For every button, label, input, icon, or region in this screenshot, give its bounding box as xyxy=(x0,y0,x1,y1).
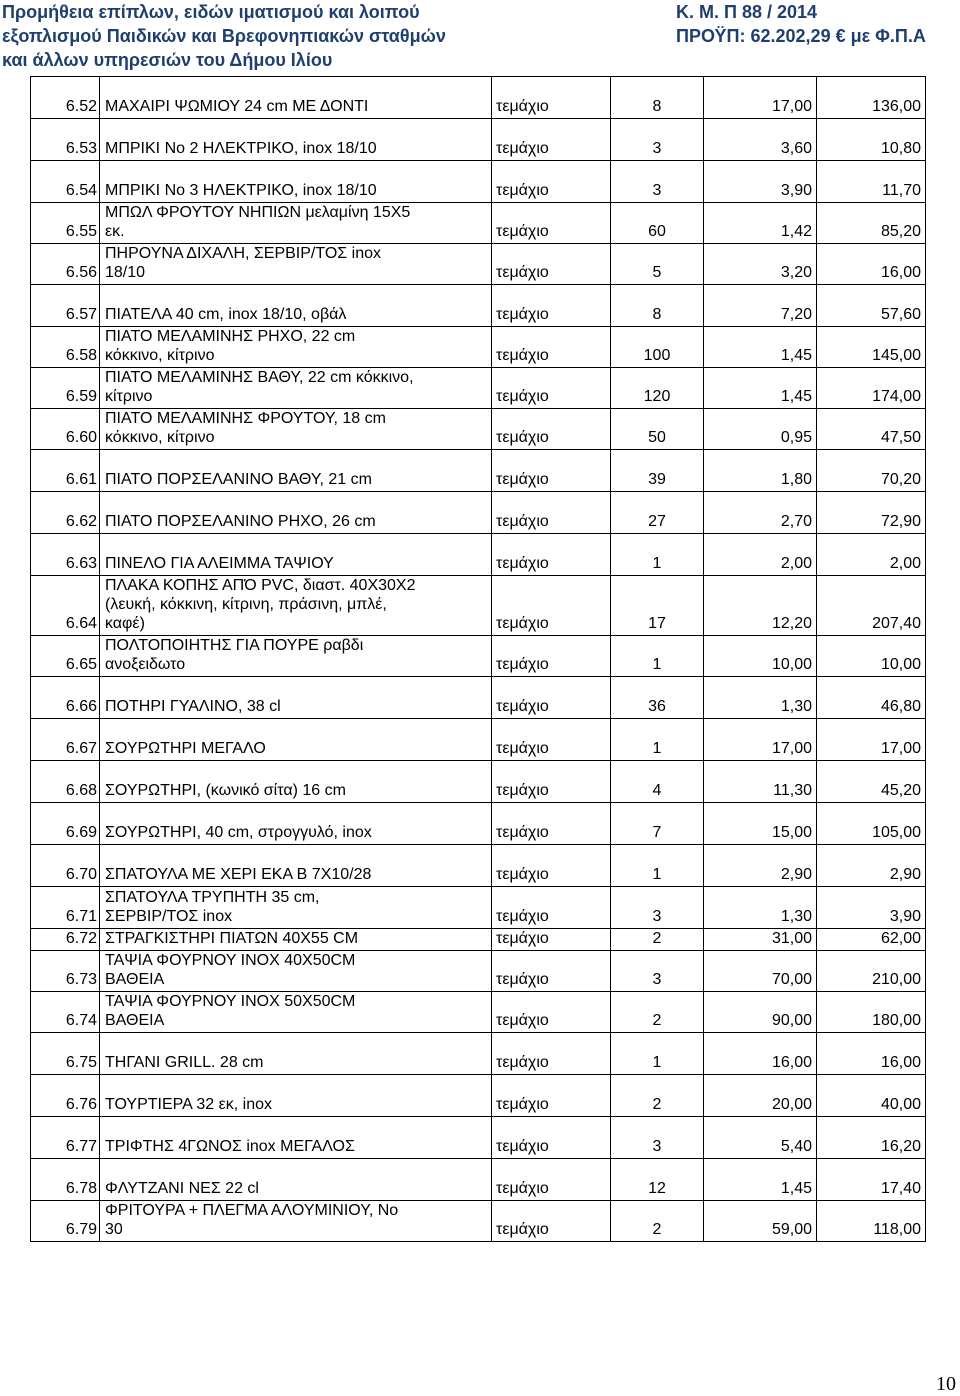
item-unit: τεμάχιο xyxy=(492,327,611,368)
header-title-line-2: εξοπλισμού Παιδικών και Βρεφονηπιακών σταθμών xyxy=(2,26,446,46)
table-row xyxy=(31,203,926,244)
item-quantity: 1 xyxy=(611,845,704,887)
item-quantity: 100 xyxy=(611,327,704,368)
item-quantity: 8 xyxy=(611,77,704,119)
item-description xyxy=(100,992,492,1033)
item-total: 40,00 xyxy=(817,1075,926,1117)
item-unit: τεμάχιο xyxy=(492,368,611,409)
item-unit-price: 1,30 xyxy=(704,887,817,929)
item-description-line: κόκκινο, κίτρινο xyxy=(105,429,215,446)
table-row xyxy=(31,845,926,887)
table-row xyxy=(31,1075,926,1117)
item-description-line: ΠΙΑΤΟ ΜΕΛΑΜΙΝΗΣ ΦΡΟΥΤΟΥ, 18 cm xyxy=(105,410,386,427)
item-total: 105,00 xyxy=(817,803,926,845)
item-description-line: ΜΠΡΙΚΙ No 2 ΗΛΕΚΤΡΙΚΟ, inox 18/10 xyxy=(105,140,377,157)
item-description xyxy=(100,327,492,368)
item-description-line: ΠΙΑΤΟ ΜΕΛΑΜΙΝΗΣ ΒΑΘΥ, 22 cm κόκκινο, xyxy=(105,369,414,386)
table-row xyxy=(31,719,926,761)
item-description xyxy=(100,677,492,719)
item-quantity: 1 xyxy=(611,636,704,677)
item-unit-price: 17,00 xyxy=(704,719,817,761)
items-table-wrapper xyxy=(30,76,926,1242)
item-description xyxy=(100,929,492,951)
item-description xyxy=(100,450,492,492)
item-total: 118,00 xyxy=(817,1201,926,1242)
item-unit: τεμάχιο xyxy=(492,1033,611,1075)
item-number: 6.67 xyxy=(31,719,100,761)
item-quantity: 2 xyxy=(611,1201,704,1242)
item-quantity: 1 xyxy=(611,1033,704,1075)
item-number: 6.59 xyxy=(31,368,100,409)
item-description-line: ΣΤΡΑΓΚΙΣΤΗΡΙ ΠΙΑΤΩΝ 40Χ55 CM xyxy=(105,930,359,947)
item-unit: τεμάχιο xyxy=(492,450,611,492)
item-quantity: 50 xyxy=(611,409,704,450)
item-description-line: εκ. xyxy=(105,223,125,240)
item-total: 2,00 xyxy=(817,534,926,576)
item-total: 17,00 xyxy=(817,719,926,761)
item-total: 2,90 xyxy=(817,845,926,887)
item-description-line: ΤΑΨΙΑ ΦΟΥΡΝΟΥ ΙΝΟΧ 50Χ50CM xyxy=(105,993,356,1010)
page-header xyxy=(0,0,960,76)
item-description-line: ΤΑΨΙΑ ΦΟΥΡΝΟΥ ΙΝΟΧ 40Χ50CM xyxy=(105,952,356,969)
item-total: 57,60 xyxy=(817,285,926,327)
item-unit: τεμάχιο xyxy=(492,285,611,327)
item-description-line: 18/10 xyxy=(105,264,146,281)
item-unit: τεμάχιο xyxy=(492,1117,611,1159)
item-quantity: 4 xyxy=(611,761,704,803)
item-unit-price: 2,00 xyxy=(704,534,817,576)
item-description xyxy=(100,845,492,887)
item-number: 6.68 xyxy=(31,761,100,803)
item-number: 6.54 xyxy=(31,161,100,203)
table-row xyxy=(31,534,926,576)
item-unit: τεμάχιο xyxy=(492,1075,611,1117)
table-row xyxy=(31,327,926,368)
item-number: 6.66 xyxy=(31,677,100,719)
item-description-line: ΒΑΘΕΙΑ xyxy=(105,1012,165,1029)
item-unit-price: 31,00 xyxy=(704,929,817,951)
item-description-line: ΜΠΡΙΚΙ No 3 ΗΛΕΚΤΡΙΚΟ, inox 18/10 xyxy=(105,182,377,199)
item-unit: τεμάχιο xyxy=(492,203,611,244)
item-unit: τεμάχιο xyxy=(492,992,611,1033)
item-total: 210,00 xyxy=(817,951,926,992)
item-description-line: καφέ) xyxy=(105,615,145,632)
item-number: 6.53 xyxy=(31,119,100,161)
item-total: 70,20 xyxy=(817,450,926,492)
item-quantity: 1 xyxy=(611,719,704,761)
item-unit: τεμάχιο xyxy=(492,887,611,929)
item-unit-price: 0,95 xyxy=(704,409,817,450)
item-description xyxy=(100,1201,492,1242)
items-table-body xyxy=(31,77,926,1242)
item-description xyxy=(100,534,492,576)
item-description-line: ΠΙΑΤΟ ΠΟΡΣΕΛΑΝΙΝΟ ΒΑΘΥ, 21 cm xyxy=(105,471,372,488)
item-unit-price: 1,45 xyxy=(704,368,817,409)
item-number: 6.77 xyxy=(31,1117,100,1159)
header-reference-code: Κ. Μ. Π 88 / 2014 xyxy=(676,2,818,22)
item-description xyxy=(100,636,492,677)
item-description xyxy=(100,244,492,285)
item-quantity: 36 xyxy=(611,677,704,719)
item-description-line: ΤΡΙΦΤΗΣ 4ΓΩΝΟΣ inox ΜΕΓΑΛΟΣ xyxy=(105,1138,355,1155)
item-description xyxy=(100,1159,492,1201)
item-unit-price: 1,80 xyxy=(704,450,817,492)
table-row xyxy=(31,761,926,803)
table-row xyxy=(31,368,926,409)
item-number: 6.52 xyxy=(31,77,100,119)
item-total: 46,80 xyxy=(817,677,926,719)
item-total: 136,00 xyxy=(817,77,926,119)
item-quantity: 2 xyxy=(611,1075,704,1117)
item-description-line: ΜΠΩΛ ΦΡΟΥΤΟΥ ΝΗΠΙΩΝ μελαμίνη 15Χ5 xyxy=(105,204,411,221)
item-quantity: 3 xyxy=(611,887,704,929)
item-description-line: ΦΛΥΤΖΑΝΙ ΝΕΣ 22 cl xyxy=(105,1180,259,1197)
item-description xyxy=(100,576,492,636)
item-description-line: κόκκινο, κίτρινο xyxy=(105,347,215,364)
item-number: 6.62 xyxy=(31,492,100,534)
item-number: 6.64 xyxy=(31,576,100,636)
item-description xyxy=(100,161,492,203)
item-total: 62,00 xyxy=(817,929,926,951)
item-unit-price: 16,00 xyxy=(704,1033,817,1075)
item-description-line: ΣΟΥΡΩΤΗΡΙ, 40 cm, στρογγυλό, inox xyxy=(105,824,372,841)
table-row xyxy=(31,677,926,719)
item-number: 6.55 xyxy=(31,203,100,244)
table-row xyxy=(31,161,926,203)
item-unit: τεμάχιο xyxy=(492,929,611,951)
item-number: 6.61 xyxy=(31,450,100,492)
item-description-line: ΠΙΑΤΟ ΠΟΡΣΕΛΑΝΙΝΟ ΡΗΧΟ, 26 cm xyxy=(105,513,376,530)
item-total: 10,00 xyxy=(817,636,926,677)
item-quantity: 60 xyxy=(611,203,704,244)
item-unit: τεμάχιο xyxy=(492,77,611,119)
item-number: 6.57 xyxy=(31,285,100,327)
item-description xyxy=(100,1117,492,1159)
item-unit-price: 1,30 xyxy=(704,677,817,719)
table-row xyxy=(31,492,926,534)
item-description-line: ΤΗΓΑΝΙ GRILL. 28 cm xyxy=(105,1054,264,1071)
item-total: 207,40 xyxy=(817,576,926,636)
item-description xyxy=(100,951,492,992)
item-quantity: 3 xyxy=(611,1117,704,1159)
item-total: 85,20 xyxy=(817,203,926,244)
header-title-line-3: και άλλων υπηρεσιών του Δήμου Ιλίου xyxy=(2,50,333,70)
item-quantity: 5 xyxy=(611,244,704,285)
item-unit-price: 12,20 xyxy=(704,576,817,636)
item-number: 6.74 xyxy=(31,992,100,1033)
item-unit: τεμάχιο xyxy=(492,492,611,534)
item-unit: τεμάχιο xyxy=(492,636,611,677)
item-number: 6.79 xyxy=(31,1201,100,1242)
item-description xyxy=(100,409,492,450)
item-quantity: 2 xyxy=(611,992,704,1033)
item-unit-price: 3,20 xyxy=(704,244,817,285)
item-description-line: ΠΟΛΤΟΠΟΙΗΤΗΣ ΓΙΑ ΠΟΥΡΕ ραβδι xyxy=(105,637,364,654)
table-row xyxy=(31,244,926,285)
item-total: 16,00 xyxy=(817,1033,926,1075)
table-row xyxy=(31,576,926,636)
item-number: 6.60 xyxy=(31,409,100,450)
table-row xyxy=(31,636,926,677)
item-unit: τεμάχιο xyxy=(492,1201,611,1242)
item-unit: τεμάχιο xyxy=(492,244,611,285)
table-row xyxy=(31,803,926,845)
item-unit-price: 20,00 xyxy=(704,1075,817,1117)
item-description xyxy=(100,285,492,327)
item-unit-price: 15,00 xyxy=(704,803,817,845)
item-number: 6.75 xyxy=(31,1033,100,1075)
item-unit: τεμάχιο xyxy=(492,719,611,761)
item-unit-price: 1,45 xyxy=(704,327,817,368)
table-row xyxy=(31,1033,926,1075)
item-unit-price: 59,00 xyxy=(704,1201,817,1242)
item-unit-price: 10,00 xyxy=(704,636,817,677)
item-number: 6.65 xyxy=(31,636,100,677)
item-description-line: ΣΠΑΤΟΥΛΑ ΤΡΥΠΗΤΗ 35 cm, xyxy=(105,889,320,906)
item-unit-price: 2,70 xyxy=(704,492,817,534)
item-total: 16,00 xyxy=(817,244,926,285)
item-description-line: (λευκή, κόκκινη, κίτρινη, πράσινη, μπλέ, xyxy=(105,596,387,613)
item-unit-price: 1,45 xyxy=(704,1159,817,1201)
item-total: 174,00 xyxy=(817,368,926,409)
item-unit-price: 17,00 xyxy=(704,77,817,119)
item-description-line: 30 xyxy=(105,1221,123,1238)
item-description-line: ΠΟΤΗΡΙ ΓΥΑΛΙΝΟ, 38 cl xyxy=(105,698,281,715)
item-description-line: ΠΙΑΤΟ ΜΕΛΑΜΙΝΗΣ ΡΗΧΟ, 22 cm xyxy=(105,328,356,345)
item-number: 6.56 xyxy=(31,244,100,285)
item-description xyxy=(100,761,492,803)
item-description xyxy=(100,77,492,119)
header-title-line-1: Προμήθεια επίπλων, ειδών ιματισμού και λοιπού xyxy=(2,2,420,22)
item-description-line: ΤΟΥΡΤΙΕΡΑ 32 εκ, inox xyxy=(105,1096,272,1113)
item-quantity: 3 xyxy=(611,119,704,161)
item-unit: τεμάχιο xyxy=(492,1159,611,1201)
item-number: 6.76 xyxy=(31,1075,100,1117)
item-number: 6.73 xyxy=(31,951,100,992)
item-description-line: ΠΙΝΕΛΟ ΓΙΑ ΑΛΕΙΜΜΑ ΤΑΨΙΟΥ xyxy=(105,555,334,572)
item-description xyxy=(100,1033,492,1075)
item-description-line: ΣΟΥΡΩΤΗΡΙ ΜΕΓΑΛΟ xyxy=(105,740,266,757)
item-description-line: ΠΗΡΟΥΝΑ ΔΙΧΑΛΗ, ΣΕΡΒΙΡ/ΤΟΣ inox xyxy=(105,245,381,262)
item-description xyxy=(100,368,492,409)
item-unit: τεμάχιο xyxy=(492,534,611,576)
item-total: 145,00 xyxy=(817,327,926,368)
item-description xyxy=(100,803,492,845)
item-total: 17,40 xyxy=(817,1159,926,1201)
item-unit-price: 3,90 xyxy=(704,161,817,203)
item-description-line: ΠΙΑΤΕΛΑ 40 cm, inox 18/10, οβάλ xyxy=(105,306,347,323)
item-unit: τεμάχιο xyxy=(492,161,611,203)
item-description xyxy=(100,1075,492,1117)
table-row xyxy=(31,951,926,992)
table-row xyxy=(31,1117,926,1159)
table-row xyxy=(31,77,926,119)
item-unit-price: 3,60 xyxy=(704,119,817,161)
items-table xyxy=(30,76,926,1242)
item-unit: τεμάχιο xyxy=(492,119,611,161)
table-row xyxy=(31,409,926,450)
item-quantity: 120 xyxy=(611,368,704,409)
item-description-line: ΣΕΡΒΙΡ/ΤΟΣ inox xyxy=(105,908,233,925)
item-quantity: 2 xyxy=(611,929,704,951)
item-quantity: 27 xyxy=(611,492,704,534)
item-quantity: 3 xyxy=(611,951,704,992)
item-description xyxy=(100,119,492,161)
item-unit: τεμάχιο xyxy=(492,803,611,845)
item-unit: τεμάχιο xyxy=(492,951,611,992)
item-quantity: 8 xyxy=(611,285,704,327)
item-total: 16,20 xyxy=(817,1117,926,1159)
item-total: 72,90 xyxy=(817,492,926,534)
item-unit: τεμάχιο xyxy=(492,677,611,719)
page-number: 10 xyxy=(936,1373,956,1395)
item-unit-price: 5,40 xyxy=(704,1117,817,1159)
item-description-line: ΦΡΙΤΟΥΡΑ + ΠΛΕΓΜΑ ΑΛΟΥΜΙΝΙΟΥ, Νο xyxy=(105,1202,399,1219)
item-number: 6.70 xyxy=(31,845,100,887)
item-quantity: 1 xyxy=(611,534,704,576)
item-unit-price: 90,00 xyxy=(704,992,817,1033)
item-unit: τεμάχιο xyxy=(492,761,611,803)
item-unit-price: 11,30 xyxy=(704,761,817,803)
item-quantity: 17 xyxy=(611,576,704,636)
item-number: 6.78 xyxy=(31,1159,100,1201)
item-description xyxy=(100,887,492,929)
item-number: 6.71 xyxy=(31,887,100,929)
table-row xyxy=(31,450,926,492)
item-quantity: 12 xyxy=(611,1159,704,1201)
item-total: 11,70 xyxy=(817,161,926,203)
item-description xyxy=(100,719,492,761)
table-row xyxy=(31,119,926,161)
item-number: 6.69 xyxy=(31,803,100,845)
item-unit-price: 1,42 xyxy=(704,203,817,244)
item-total: 180,00 xyxy=(817,992,926,1033)
item-description xyxy=(100,492,492,534)
item-number: 6.63 xyxy=(31,534,100,576)
item-unit-price: 7,20 xyxy=(704,285,817,327)
table-row xyxy=(31,1201,926,1242)
item-description-line: ανοξειδωτο xyxy=(105,656,186,673)
item-description-line: ΣΟΥΡΩΤΗΡΙ, (κωνικό σίτα) 16 cm xyxy=(105,782,346,799)
item-quantity: 3 xyxy=(611,161,704,203)
item-description-line: ΜΑΧΑΙΡΙ ΨΩΜΙΟΥ 24 cm ΜΕ ΔΟΝΤΙ xyxy=(105,98,369,115)
item-quantity: 39 xyxy=(611,450,704,492)
item-description xyxy=(100,203,492,244)
item-unit-price: 70,00 xyxy=(704,951,817,992)
item-unit: τεμάχιο xyxy=(492,576,611,636)
table-row xyxy=(31,285,926,327)
table-row xyxy=(31,1159,926,1201)
table-row xyxy=(31,929,926,951)
item-quantity: 7 xyxy=(611,803,704,845)
item-unit: τεμάχιο xyxy=(492,409,611,450)
table-row xyxy=(31,887,926,929)
item-number: 6.72 xyxy=(31,929,100,951)
item-description-line: ΒΑΘΕΙΑ xyxy=(105,971,165,988)
item-description-line: ΣΠΑΤΟΥΛΑ ΜΕ ΧΕΡΙ ΕΚΑ Β 7Χ10/28 xyxy=(105,866,372,883)
item-description-line: κίτρινο xyxy=(105,388,153,405)
item-description-line: ΠΛΑΚΑ ΚΟΠΗΣ ΑΠΌ PVC, διαστ. 40Χ30Χ2 xyxy=(105,577,416,594)
item-total: 45,20 xyxy=(817,761,926,803)
item-total: 3,90 xyxy=(817,887,926,929)
table-row xyxy=(31,992,926,1033)
item-total: 47,50 xyxy=(817,409,926,450)
item-unit-price: 2,90 xyxy=(704,845,817,887)
item-number: 6.58 xyxy=(31,327,100,368)
header-budget: ΠΡΟΫΠ: 62.202,29 € με Φ.Π.Α xyxy=(676,26,926,46)
item-unit: τεμάχιο xyxy=(492,845,611,887)
item-total: 10,80 xyxy=(817,119,926,161)
